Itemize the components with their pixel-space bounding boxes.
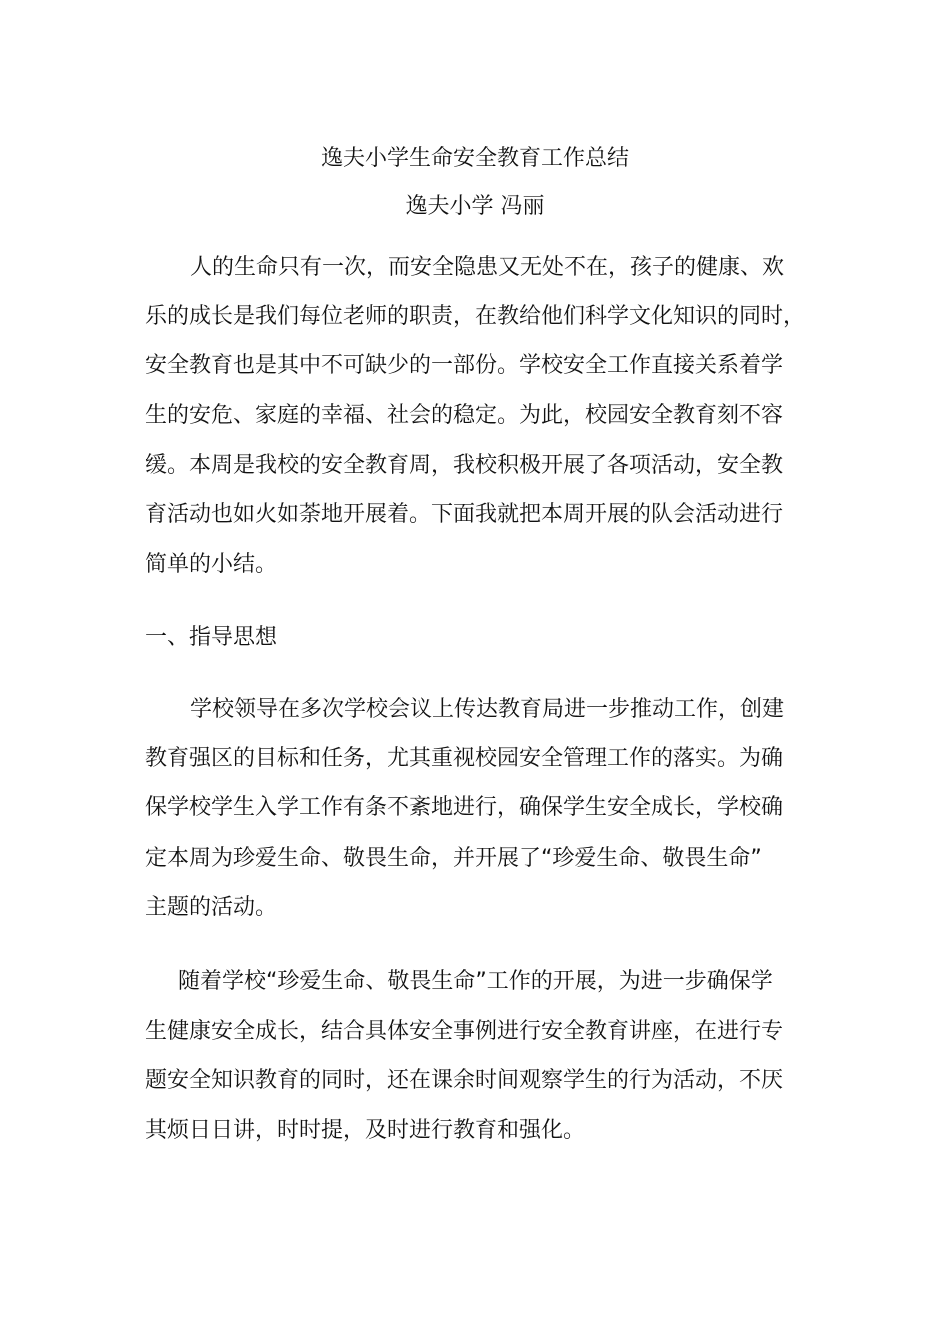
document-title: 逸夫小学生命安全教育工作总结 — [320, 146, 629, 171]
paragraph-3-line-4: 其烦日日讲，时时提，及时进行教育和强化。 — [145, 1118, 586, 1143]
paragraph-1-line-5: 缓。本周是我校的安全教育周，我校积极开展了各项活动，安全教 — [145, 453, 784, 478]
paragraph-1-line-2: 乐的成长是我们每位老师的职责，在教给他们科学文化知识的同时， — [145, 304, 806, 329]
paragraph-2-line-2: 教育强区的目标和任务，尤其重视校园安全管理工作的落实。为确 — [145, 746, 784, 771]
paragraph-2-line-5: 主题的活动。 — [145, 895, 278, 920]
paragraph-2-line-3: 保学校学生入学工作有条不紊地进行，确保学生安全成长，学校确 — [145, 795, 784, 820]
paragraph-1-line-6: 育活动也如火如荼地开展着。下面我就把本周开展的队会活动进行 — [145, 502, 784, 527]
paragraph-2-line-1: 学校领导在多次学校会议上传达教育局进一步推动工作，创建 — [190, 697, 785, 722]
author-line: 逸夫小学 冯丽 — [405, 194, 545, 219]
paragraph-1-line-1: 人的生命只有一次，而安全隐患又无处不在，孩子的健康、欢 — [190, 255, 785, 280]
section-heading: 一、指导思想 — [145, 625, 278, 650]
paragraph-3-line-2: 生健康安全成长，结合具体安全事例进行安全教育讲座，在进行专 — [145, 1019, 784, 1044]
paragraph-3-line-1: 随着学校“珍爱生命、敬畏生命”工作的开展，为进一步确保学 — [178, 969, 773, 994]
paragraph-1-line-7: 简单的小结。 — [145, 552, 278, 577]
paragraph-1-line-3: 安全教育也是其中不可缺少的一部份。学校安全工作直接关系着学 — [145, 353, 784, 378]
paragraph-3-line-3: 题安全知识教育的同时，还在课余时间观察学生的行为活动，不厌 — [145, 1068, 784, 1093]
paragraph-2-line-4: 定本周为珍爱生命、敬畏生命，并开展了“珍爱生命、敬畏生命” — [145, 846, 762, 871]
paragraph-1-line-4: 生的安危、家庭的幸福、社会的稳定。为此，校园安全教育刻不容 — [145, 403, 784, 428]
